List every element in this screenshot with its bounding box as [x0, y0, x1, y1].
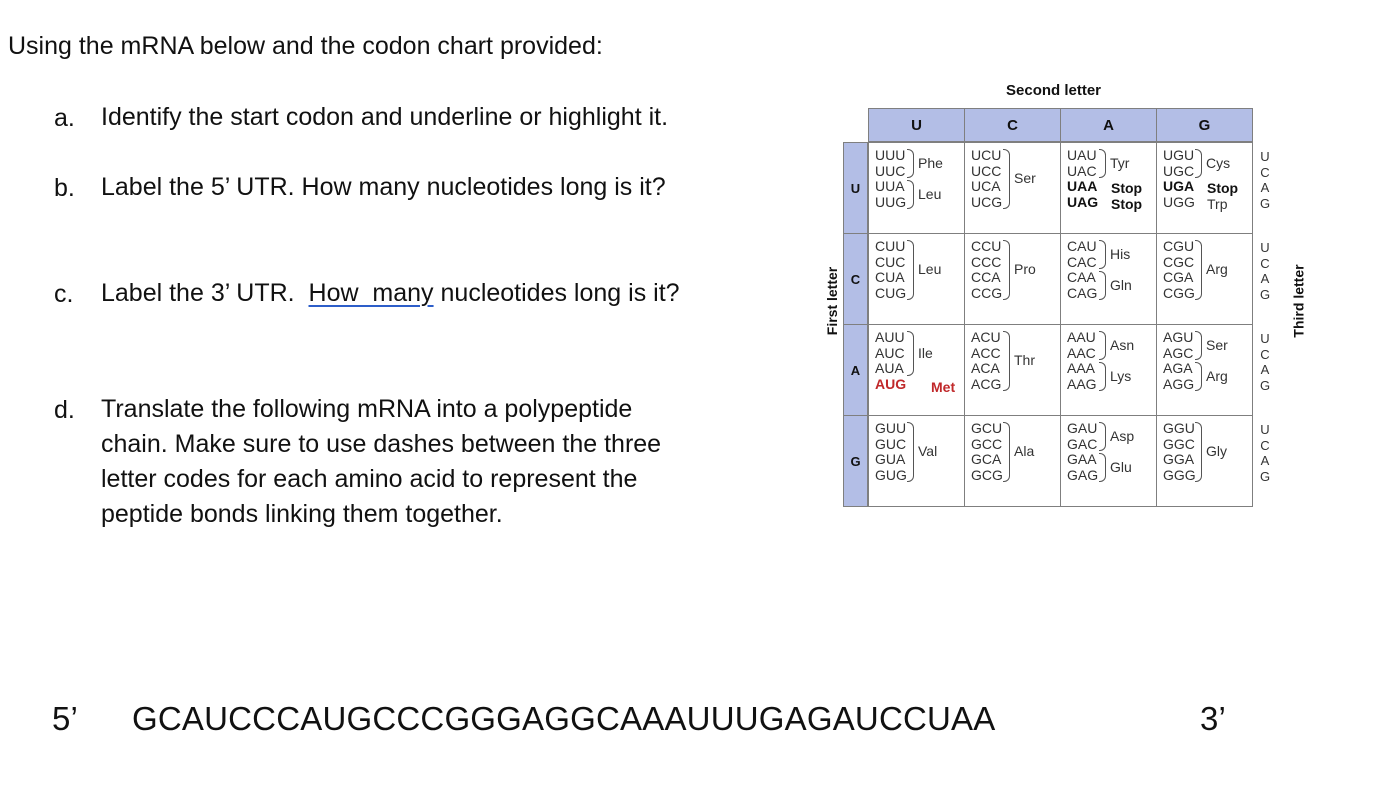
third-letter: G	[1259, 468, 1271, 484]
third-letter: C	[1260, 255, 1270, 271]
codon: CAU	[1067, 238, 1097, 254]
amino-acid-label: Arg	[1206, 261, 1228, 277]
codon: UAU	[1067, 147, 1097, 163]
third-letter: C	[1260, 164, 1270, 180]
codon: UUG	[875, 193, 907, 210]
codon-cell	[868, 324, 965, 416]
codon: GAG	[1067, 466, 1099, 483]
question-d-line: Translate the following mRNA into a polypeptide	[101, 395, 633, 423]
codon-list	[1067, 148, 1098, 210]
amino-acid-label: Ser	[1014, 170, 1036, 186]
codon: CAC	[1067, 253, 1097, 270]
question-b-text: Label the 5’ UTR. How many nucleotides long is it?	[101, 173, 666, 201]
codon: CGC	[1163, 253, 1195, 270]
codon: CGG	[1163, 284, 1195, 301]
amino-acid-label: Thr	[1014, 352, 1035, 368]
amino-acid-label: Met	[931, 379, 956, 395]
codon-cell	[868, 233, 965, 325]
codon: UGA	[1163, 178, 1195, 194]
codon-list	[875, 239, 906, 301]
brace	[1099, 271, 1106, 300]
amino-acid-label: Glu	[1110, 458, 1132, 475]
first-letter-title: First letter	[824, 266, 841, 336]
amino-acid-label: Cys	[1206, 154, 1231, 171]
codon-cell	[964, 233, 1061, 325]
codon: GAU	[1067, 420, 1098, 436]
question-d-text	[101, 392, 661, 532]
brace	[1195, 331, 1202, 360]
codon: AAC	[1067, 344, 1096, 361]
question-c-text	[101, 276, 680, 311]
codon: CCA	[971, 269, 1001, 285]
codon: GUU	[875, 420, 907, 436]
brace	[1003, 422, 1010, 482]
mrna-sequence-text: GCAUCCCAUGCCCGGGAGGCAAAUUUGAGAUCCUAA	[132, 700, 996, 737]
codon-list	[1163, 330, 1194, 392]
codon: UUC	[875, 162, 906, 179]
codon: GCC	[971, 435, 1003, 452]
codon: GGA	[1163, 451, 1195, 467]
codon: UAA	[1067, 178, 1098, 194]
codon-cell	[964, 324, 1061, 416]
brace	[1099, 240, 1106, 269]
five-prime-label: 5’	[52, 700, 79, 737]
third-letter: G	[1259, 195, 1271, 211]
codon-list	[875, 148, 906, 210]
amino-acid-label: Arg	[1206, 367, 1228, 384]
codon: AAA	[1067, 360, 1096, 376]
col-header-G: G	[1156, 108, 1253, 142]
codon-cell	[964, 142, 1061, 234]
brace	[907, 240, 914, 300]
codon: CUC	[875, 253, 906, 270]
codon-list	[1067, 239, 1097, 301]
third-letter: A	[1260, 453, 1270, 468]
codon: CUU	[875, 238, 906, 254]
codon: GGC	[1163, 435, 1195, 452]
amino-acid-label: Tyr	[1110, 154, 1130, 171]
codon-cell	[1060, 415, 1157, 507]
question-c-post: nucleotides long is it?	[433, 279, 680, 307]
amino-acid-label: Ser	[1206, 336, 1228, 353]
codon: UGU	[1163, 147, 1195, 163]
row-header-C: C	[843, 233, 868, 325]
codon: GUG	[875, 466, 907, 483]
codon-list	[971, 330, 1001, 392]
row-header-A: A	[843, 324, 868, 416]
brace	[1099, 453, 1106, 482]
question-c-pre: Label the 3’ UTR.	[101, 279, 309, 307]
codon: GCG	[971, 466, 1003, 483]
row-header-G: G	[843, 415, 868, 507]
codon: UGC	[1163, 162, 1195, 179]
brace	[1099, 149, 1106, 178]
third-letter: C	[1260, 346, 1270, 362]
codon-cell	[1156, 233, 1253, 325]
codon: AUU	[875, 329, 905, 345]
amino-acid-label: Gly	[1206, 443, 1227, 459]
codon: UAC	[1067, 162, 1097, 179]
codon: UUA	[875, 178, 905, 194]
codon: UCC	[971, 162, 1002, 179]
codon: UUU	[875, 147, 906, 163]
codon-list	[1163, 148, 1195, 210]
codon: CCC	[971, 253, 1002, 270]
codon: CCG	[971, 284, 1003, 301]
question-a-text: Identify the start codon and underline or highlight it.	[101, 103, 669, 131]
codon-cell	[964, 415, 1061, 507]
col-header-C: C	[964, 108, 1061, 142]
third-letter: A	[1260, 362, 1270, 377]
codon-list	[1067, 421, 1098, 483]
amino-acid-label: Leu	[918, 185, 942, 202]
second-letter-title: Second letter	[1006, 82, 1102, 99]
codon: UGG	[1163, 193, 1195, 210]
codon-list	[971, 239, 1002, 301]
codon: CAA	[1067, 269, 1096, 285]
amino-acid-label: Leu	[918, 261, 942, 277]
codon: CUA	[875, 269, 905, 285]
codon: GGU	[1163, 420, 1195, 436]
third-letter: C	[1260, 437, 1270, 453]
question-d-line: chain. Make sure to use dashes between the three	[101, 430, 662, 458]
codon: GCA	[971, 451, 1002, 467]
question-d-line: peptide bonds linking them together.	[101, 500, 503, 528]
codon-cell	[1060, 324, 1157, 416]
codon: CGU	[1163, 238, 1195, 254]
codon: GGG	[1163, 466, 1196, 483]
codon: CAG	[1067, 284, 1098, 301]
codon: AAG	[1067, 375, 1097, 392]
brace	[907, 422, 914, 482]
brace	[907, 331, 914, 376]
codon-cell	[1156, 415, 1253, 507]
codon: GAC	[1067, 435, 1098, 452]
codon: AUC	[875, 344, 905, 361]
codon-list	[971, 148, 1002, 210]
col-header-A: A	[1060, 108, 1157, 142]
codon: UAG	[1067, 193, 1099, 210]
codon-cell	[1060, 233, 1157, 325]
third-letter: A	[1260, 271, 1270, 286]
third-letter: U	[1260, 149, 1270, 164]
codon-cell	[868, 415, 965, 507]
codon-list	[875, 421, 907, 483]
codon: CGA	[1163, 269, 1194, 285]
brace	[1195, 149, 1202, 178]
brace	[1195, 422, 1202, 482]
codon: ACA	[971, 360, 1000, 376]
codon-cell	[1060, 142, 1157, 234]
codon: AGG	[1163, 375, 1195, 392]
third-letter-title: Third letter	[1290, 264, 1307, 338]
third-letter: G	[1259, 377, 1271, 393]
brace	[1099, 422, 1106, 451]
codon-list	[1163, 239, 1195, 301]
codon: GAA	[1067, 451, 1097, 467]
amino-acid-label: Gln	[1110, 276, 1132, 293]
question-a-letter: a.	[54, 104, 75, 132]
codon: AGU	[1163, 329, 1194, 345]
codon: UCA	[971, 178, 1001, 194]
codon: CUG	[875, 284, 907, 301]
third-letter: U	[1260, 240, 1270, 255]
codon: ACC	[971, 344, 1001, 361]
amino-acid-label: Ile	[918, 344, 933, 361]
amino-acid-label: Stop	[1207, 180, 1239, 196]
col-header-U: U	[868, 108, 965, 142]
brace	[907, 180, 914, 209]
amino-acid-label: Val	[918, 443, 938, 459]
codon: UCG	[971, 193, 1003, 210]
brace	[1099, 362, 1106, 391]
codon: GCU	[971, 420, 1003, 436]
intro-text: Using the mRNA below and the codon chart provided:	[8, 32, 603, 60]
third-letter-column	[1258, 149, 1272, 211]
amino-acid-label: Asn	[1110, 336, 1135, 353]
amino-acid-label: Ala	[1014, 443, 1035, 459]
codon: ACG	[971, 375, 1002, 392]
codon-list	[971, 421, 1003, 483]
third-letter-column	[1258, 331, 1272, 393]
brace	[1099, 331, 1106, 360]
codon-cell	[1156, 324, 1253, 416]
codon-cell	[1156, 142, 1253, 234]
row-header-U: U	[843, 142, 868, 234]
third-letter: U	[1260, 422, 1270, 437]
codon: AAU	[1067, 329, 1096, 345]
question-c-letter: c.	[54, 280, 74, 308]
amino-acid-label: Stop	[1111, 180, 1143, 196]
brace	[907, 149, 914, 178]
amino-acid-label: Trp	[1207, 196, 1228, 212]
codon: CCU	[971, 238, 1002, 254]
codon: AUA	[875, 360, 904, 376]
third-letter-column	[1258, 422, 1272, 484]
codon-list	[1067, 330, 1097, 392]
codon-cell	[868, 142, 965, 234]
amino-acid-label: Asp	[1110, 427, 1135, 444]
amino-acid-label: Pro	[1014, 261, 1036, 277]
codon: AGA	[1163, 360, 1193, 376]
third-letter: G	[1259, 286, 1271, 302]
codon: GUA	[875, 451, 906, 467]
third-letter-column	[1258, 240, 1272, 302]
question-c-underlined[interactable]: How many	[308, 279, 434, 307]
brace	[1003, 149, 1010, 209]
brace	[1195, 240, 1202, 300]
codon: GUC	[875, 435, 907, 452]
third-letter: A	[1260, 180, 1270, 195]
amino-acid-label: Phe	[918, 154, 943, 171]
codon: AGC	[1163, 344, 1194, 361]
third-letter: U	[1260, 331, 1270, 346]
question-d-letter: d.	[54, 396, 75, 424]
codon-chart	[806, 78, 1306, 518]
question-d-line: letter codes for each amino acid to represent the	[101, 465, 638, 493]
codon: ACU	[971, 329, 1001, 345]
codon-list	[875, 330, 906, 392]
amino-acid-label: Lys	[1110, 367, 1132, 384]
amino-acid-label: Stop	[1111, 196, 1143, 212]
question-b-letter: b.	[54, 174, 75, 202]
brace	[1195, 362, 1202, 391]
codon-list	[1163, 421, 1196, 483]
brace	[1003, 240, 1010, 300]
brace	[1003, 331, 1010, 391]
amino-acid-label: His	[1110, 245, 1131, 262]
codon: AUG	[875, 375, 907, 392]
three-prime-label: 3’	[1200, 700, 1227, 737]
codon: UCU	[971, 147, 1002, 163]
